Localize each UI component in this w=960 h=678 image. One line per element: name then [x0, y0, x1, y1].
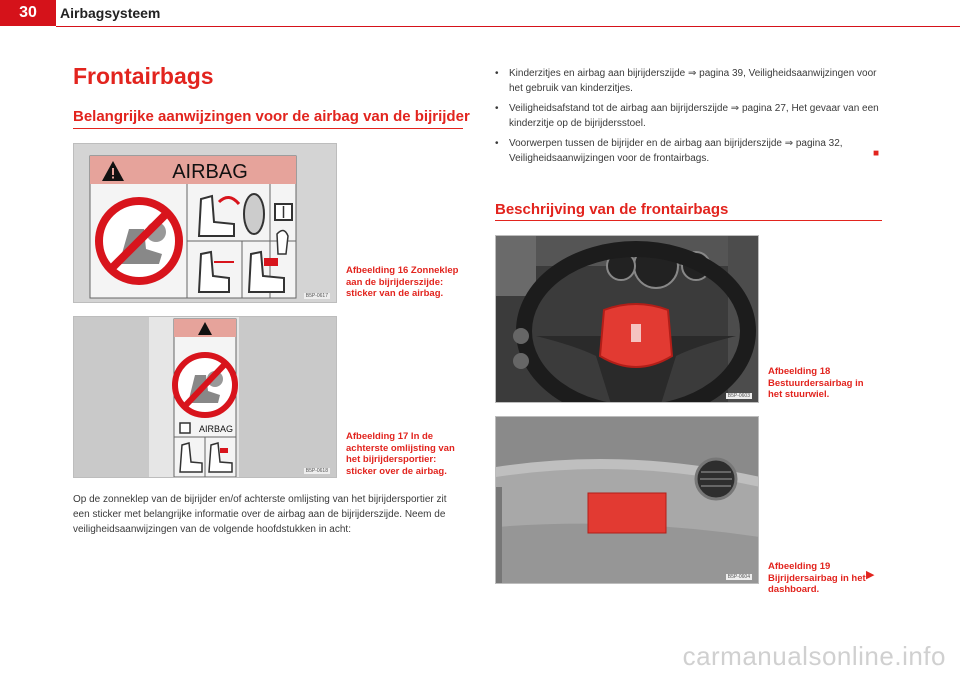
bullet-text: Kinderzitjes en airbag aan bijrijderszijde ⇒ pagina 39, Veiligheidsaanwijzingen voor het gebruik van kinderzitjes.: [509, 68, 877, 94]
list-item: [495, 136, 881, 166]
dashboard-photo: [496, 417, 759, 584]
airbag-label: AIRBAG: [172, 161, 248, 183]
bullet-text: Veiligheidsafstand tot de airbag aan bijrijderszijde ⇒ pagina 27, Het gevaar van een kinderzitje op de bijrijdersstoel.: [509, 103, 879, 129]
list-item: [495, 66, 881, 96]
subheading-rule: [73, 128, 463, 129]
bullet-text: Voorwerpen tussen de bijrijder en de airbag aan bijrijderszijde ⇒ pagina 32, Veiligheidsaanwijzingen voor de frontairbags.: [509, 138, 843, 164]
airbag-label: AIRBAG: [198, 424, 234, 434]
subheading: Belangrijke aanwijzingen voor de airbag van de bijrijder: [73, 108, 470, 125]
page-number: 30: [0, 0, 56, 26]
figure-16-caption: Afbeelding 16 Zonneklep aan de bijrijderszijde: sticker van de airbag.: [346, 265, 459, 299]
intro-paragraph: Op de zonneklep van de bijrijder en/of achterste omlijsting van het bijrijdersportier zit een sticker met belangrijke informatie over de airbag aan de bijrijderszijde. Neem de veiligheidsaanwijzingen van de volgende hoofdstukken in acht:: [73, 494, 447, 535]
air-vent-icon: [696, 459, 736, 499]
page-title: Frontairbags: [73, 63, 214, 89]
bullet-icon: •: [495, 138, 499, 149]
figure-16-image: [73, 143, 337, 303]
figure-16-code: B5P-0617: [305, 293, 328, 299]
no-child-seat-icon: [99, 201, 179, 281]
figure-17-image: [73, 316, 337, 478]
figure-17-code: B5P-0618: [305, 468, 328, 474]
section-heading-rule: [495, 220, 882, 221]
section-end-marker: ■: [873, 148, 880, 159]
door-frame-airbag-sticker: [74, 317, 337, 478]
list-item: [495, 101, 881, 131]
figure-18-image: [495, 235, 759, 403]
book-small-icon: [180, 423, 190, 433]
section-heading: Beschrijving van de frontairbags: [495, 201, 729, 218]
figure-17-caption: Afbeelding 17 In de achterste omlijsting van het bijrijdersportier: sticker over de airbag.: [346, 431, 455, 477]
figure-19-caption: Afbeelding 19 Bijrijdersairbag in het dashboard.: [768, 561, 866, 595]
figure-18-code: B5P-0603: [727, 393, 750, 399]
bullet-icon: •: [495, 68, 499, 79]
sunvisor-airbag-sticker: [74, 144, 337, 303]
section-title: Airbagsysteem: [60, 5, 161, 21]
steering-wheel-photo: [496, 236, 759, 403]
figure-18-caption: Afbeelding 18 Bestuurdersairbag in het stuurwiel.: [768, 366, 864, 400]
watermark: carmanualsonline.info: [682, 641, 946, 671]
passenger-airbag-icon: [588, 493, 666, 533]
bullet-list: [495, 66, 881, 166]
figure-19-image: [495, 416, 759, 584]
no-child-seat-icon: [175, 355, 235, 415]
bullet-icon: •: [495, 103, 499, 114]
header-divider: [56, 26, 960, 27]
driver-airbag-icon: [600, 304, 672, 367]
continue-arrow-icon: ▶: [866, 569, 875, 581]
figure-19-code: B5P-0604: [727, 574, 750, 580]
